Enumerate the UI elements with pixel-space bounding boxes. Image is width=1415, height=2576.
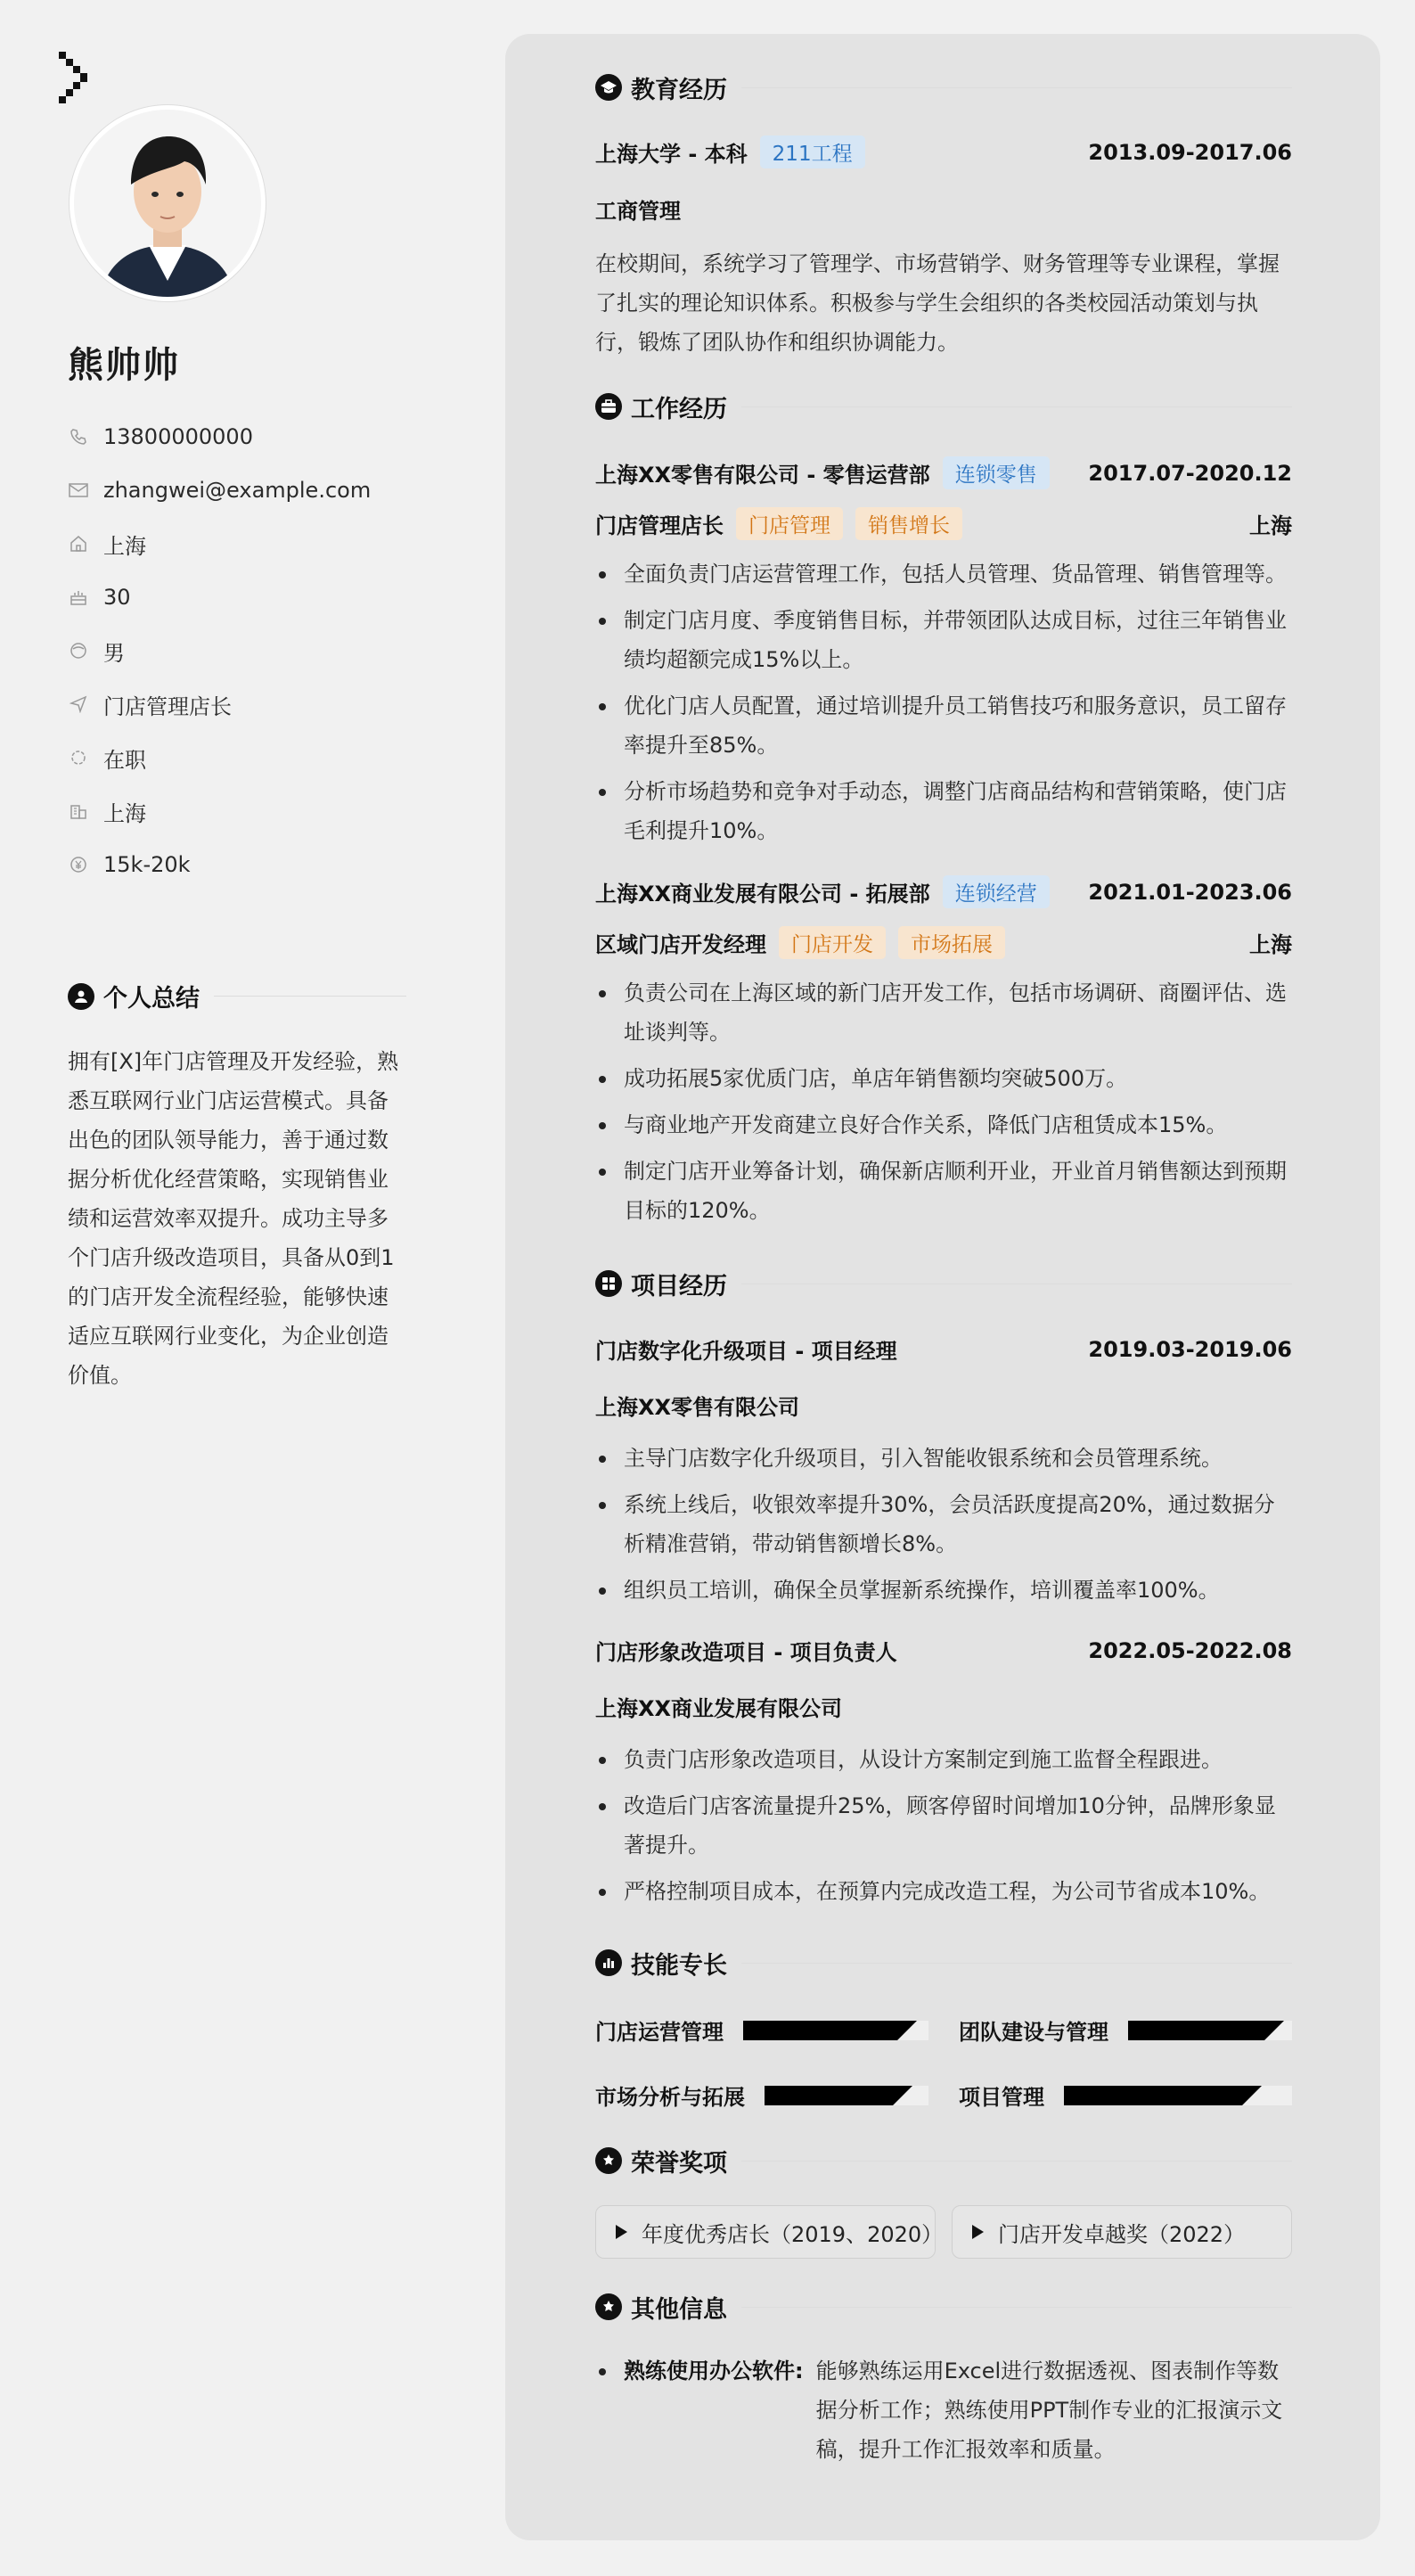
school-tag: 211工程 — [760, 135, 865, 168]
job-item — [595, 456, 1292, 850]
info-salary — [68, 838, 371, 891]
briefcase-icon — [595, 393, 622, 420]
divider — [741, 406, 1292, 407]
divider — [214, 996, 406, 997]
work-title: 工作经历 — [631, 395, 727, 423]
other-key: 熟练使用办公软件: — [624, 2359, 804, 2383]
skills-title: 技能专长 — [631, 1951, 727, 1980]
list-item: 制定门店开业筹备计划，确保新店顺利开业，开业首月销售额达到预期目标的120%。 — [595, 1152, 1292, 1230]
bar-chart-icon — [595, 1949, 622, 1976]
job-role: 区域门店开发经理 — [595, 932, 766, 957]
list-item: 严格控制项目成本，在预算内完成改造工程，为公司节省成本10%。 — [595, 1872, 1292, 1911]
project-company: 上海XX商业发展有限公司 — [595, 1696, 843, 1721]
send-icon — [68, 693, 89, 715]
info-position-text: 门店管理店长 — [103, 693, 232, 719]
info-age-text: 30 — [103, 585, 131, 610]
list-item: 分析市场趋势和竞争对手动态，调整门店商品结构和营销策略，使门店毛利提升10%。 — [595, 772, 1292, 850]
job-bullets — [595, 973, 1292, 1230]
summary-header — [68, 979, 406, 1013]
role-tag: 销售增长 — [855, 507, 962, 540]
job-tag: 连锁零售 — [943, 456, 1050, 489]
cake-icon — [68, 587, 89, 608]
job-bullets — [595, 554, 1292, 850]
status-icon — [68, 747, 89, 768]
list-item: 主导门店数字化升级项目，引入智能收银系统和会员管理系统。 — [595, 1439, 1292, 1478]
education-desc: 在校期间，系统学习了管理学、市场营销学、财务管理等专业课程，掌握了扎实的理论知识体系。积极参与学生会组织的各类校园活动策划与执行，锻炼了团队协作和组织协调能力。 — [595, 251, 1280, 355]
awards-title: 荣誉奖项 — [631, 2149, 727, 2178]
project-bullets — [595, 1439, 1292, 1610]
gender-icon — [68, 640, 89, 661]
role-tag: 门店开发 — [779, 926, 886, 959]
work-header — [595, 389, 1292, 424]
project-company: 上海XX零售有限公司 — [595, 1395, 800, 1420]
info-phone-text: 13800000000 — [103, 424, 253, 449]
skill-label: 团队建设与管理 — [959, 2020, 1108, 2045]
list-item: 系统上线后，收银效率提升30%，会员活跃度提高20%，通过数据分析精准营销，带动销售额增长8%。 — [595, 1485, 1292, 1563]
projects-header — [595, 1266, 1292, 1301]
list-item: 负责公司在上海区域的新门店开发工作，包括市场调研、商圈评估、选址谈判等。 — [595, 973, 1292, 1052]
summary-title: 个人总结 — [103, 985, 200, 1013]
job-city: 上海 — [1249, 513, 1292, 538]
job-city: 上海 — [1249, 932, 1292, 957]
school-name: 上海大学 - 本科 — [595, 142, 748, 167]
skill-fill — [1064, 2086, 1242, 2105]
logo-icon — [59, 52, 89, 103]
job-company: 上海XX商业发展有限公司 - 拓展部 — [595, 882, 930, 907]
list-item: 制定门店月度、季度销售目标，并带领团队达成目标，过往三年销售业绩均超额完成15%以上。 — [595, 601, 1292, 679]
other-value: 能够熟练运用Excel进行数据透视、图表制作等数据分析工作；熟练使用PPT制作专业的汇报演示文稿，提升工作汇报效率和质量。 — [815, 2359, 1283, 2462]
project-date: 2022.05-2022.08 — [1088, 1637, 1292, 1663]
other-title: 其他信息 — [631, 2295, 727, 2324]
role-tag: 门店管理 — [736, 507, 843, 540]
divider — [741, 2307, 1292, 2308]
list-item: 与商业地产开发商建立良好合作关系，降低门店租赁成本15%。 — [595, 1105, 1292, 1144]
education-major: 工商管理 — [595, 199, 681, 224]
award-text: 门店开发卓越奖（2022） — [998, 2221, 1246, 2247]
list-item: 优化门店人员配置，通过培训提升员工销售技巧和服务意识，员工留存率提升至85%。 — [595, 686, 1292, 765]
project-name: 门店数字化升级项目 - 项目经理 — [595, 1339, 897, 1364]
education-title: 教育经历 — [631, 76, 727, 104]
profile-name: 熊帅帅 — [68, 345, 180, 386]
info-gender — [68, 624, 371, 677]
user-icon — [68, 983, 94, 1010]
info-status — [68, 731, 371, 784]
job-date: 2021.01-2023.06 — [1088, 879, 1292, 905]
avatar — [70, 105, 266, 301]
building-icon — [68, 800, 89, 822]
skill-bar — [1064, 2086, 1292, 2105]
list-item: 成功拓展5家优质门店，单店年销售额均突破500万。 — [595, 1059, 1292, 1098]
info-home — [68, 517, 371, 570]
mail-icon — [68, 480, 89, 501]
info-email-text: zhangwei@example.com — [103, 478, 372, 503]
skills-header — [595, 1945, 1292, 1981]
salary-icon — [68, 854, 89, 875]
skill-bar — [1128, 2021, 1292, 2040]
home-icon — [68, 533, 89, 554]
education-date: 2013.09-2017.06 — [1088, 139, 1292, 165]
divider — [741, 87, 1292, 88]
project-date: 2019.03-2019.06 — [1088, 1336, 1292, 1362]
skill-item — [595, 2080, 928, 2111]
info-icon — [595, 2293, 622, 2320]
info-status-text: 在职 — [103, 747, 146, 773]
info-phone[interactable] — [68, 410, 371, 464]
award-item — [952, 2205, 1292, 2259]
job-date: 2017.07-2020.12 — [1088, 460, 1292, 486]
skill-item — [595, 2014, 928, 2046]
info-home-text: 上海 — [103, 533, 146, 559]
info-age — [68, 570, 371, 624]
contact-info-list — [68, 410, 371, 891]
skill-item — [959, 2080, 1292, 2111]
other-header — [595, 2289, 1292, 2325]
job-company: 上海XX零售有限公司 - 零售运营部 — [595, 463, 930, 488]
role-tag: 市场拓展 — [898, 926, 1005, 959]
projects-title: 项目经历 — [631, 1272, 727, 1300]
job-tag: 连锁经营 — [943, 875, 1050, 908]
bullet-dot — [599, 2368, 606, 2375]
skill-fill — [743, 2021, 897, 2040]
skill-item — [959, 2014, 1292, 2046]
skill-bar — [743, 2021, 928, 2040]
play-icon — [972, 2225, 984, 2239]
graduation-cap-icon — [595, 74, 622, 101]
play-icon — [616, 2225, 627, 2239]
skill-fill — [765, 2086, 893, 2105]
main-content — [595, 70, 1292, 2469]
skill-fill — [1128, 2021, 1264, 2040]
project-item — [595, 1333, 1292, 1610]
other-item — [595, 2351, 1292, 2469]
info-city-text: 上海 — [103, 800, 146, 826]
awards-list — [595, 2205, 1292, 2259]
project-item — [595, 1635, 1292, 1911]
info-gender-text: 男 — [103, 640, 125, 666]
skill-bar — [765, 2086, 928, 2105]
divider — [741, 2161, 1292, 2162]
project-bullets — [595, 1740, 1292, 1911]
info-salary-text: 15k-20k — [103, 852, 191, 877]
list-item: 组织员工培训，确保全员掌握新系统操作，培训覆盖率100%。 — [595, 1571, 1292, 1610]
skill-label: 项目管理 — [959, 2085, 1044, 2110]
list-item: 全面负责门店运营管理工作，包括人员管理、货品管理、销售管理等。 — [595, 554, 1292, 594]
list-item: 负责门店形象改造项目，从设计方案制定到施工监督全程跟进。 — [595, 1740, 1292, 1779]
education-row — [595, 135, 1292, 168]
skills-grid — [595, 2014, 1292, 2111]
awards-header — [595, 2143, 1292, 2178]
info-email[interactable] — [68, 464, 371, 517]
education-header — [595, 70, 1292, 105]
divider — [741, 1963, 1292, 1964]
skill-label: 门店运营管理 — [595, 2020, 724, 2045]
grid-icon — [595, 1270, 622, 1297]
phone-icon — [68, 426, 89, 447]
list-item: 改造后门店客流量提升25%，顾客停留时间增加10分钟，品牌形象显著提升。 — [595, 1786, 1292, 1865]
summary-text: 拥有[X]年门店管理及开发经验，熟悉互联网行业门店运营模式。具备出色的团队领导能力，善于通过数据分析优化经营策略，实现销售业绩和运营效率双提升。成功主导多个门店升级改造项目，具备从0到1的门店开发全流程经验，能够快速适应互联网行业变化，为企业创造价值。 — [68, 1049, 399, 1388]
award-item — [595, 2205, 944, 2259]
award-icon — [595, 2147, 622, 2174]
info-city — [68, 784, 371, 838]
skill-label: 市场分析与拓展 — [595, 2085, 745, 2110]
summary-section — [68, 979, 406, 1395]
job-item — [595, 875, 1292, 1230]
info-position — [68, 677, 371, 731]
job-role: 门店管理店长 — [595, 513, 724, 538]
award-text: 年度优秀店长（2019、2020） — [642, 2221, 944, 2247]
project-name: 门店形象改造项目 - 项目负责人 — [595, 1640, 897, 1665]
